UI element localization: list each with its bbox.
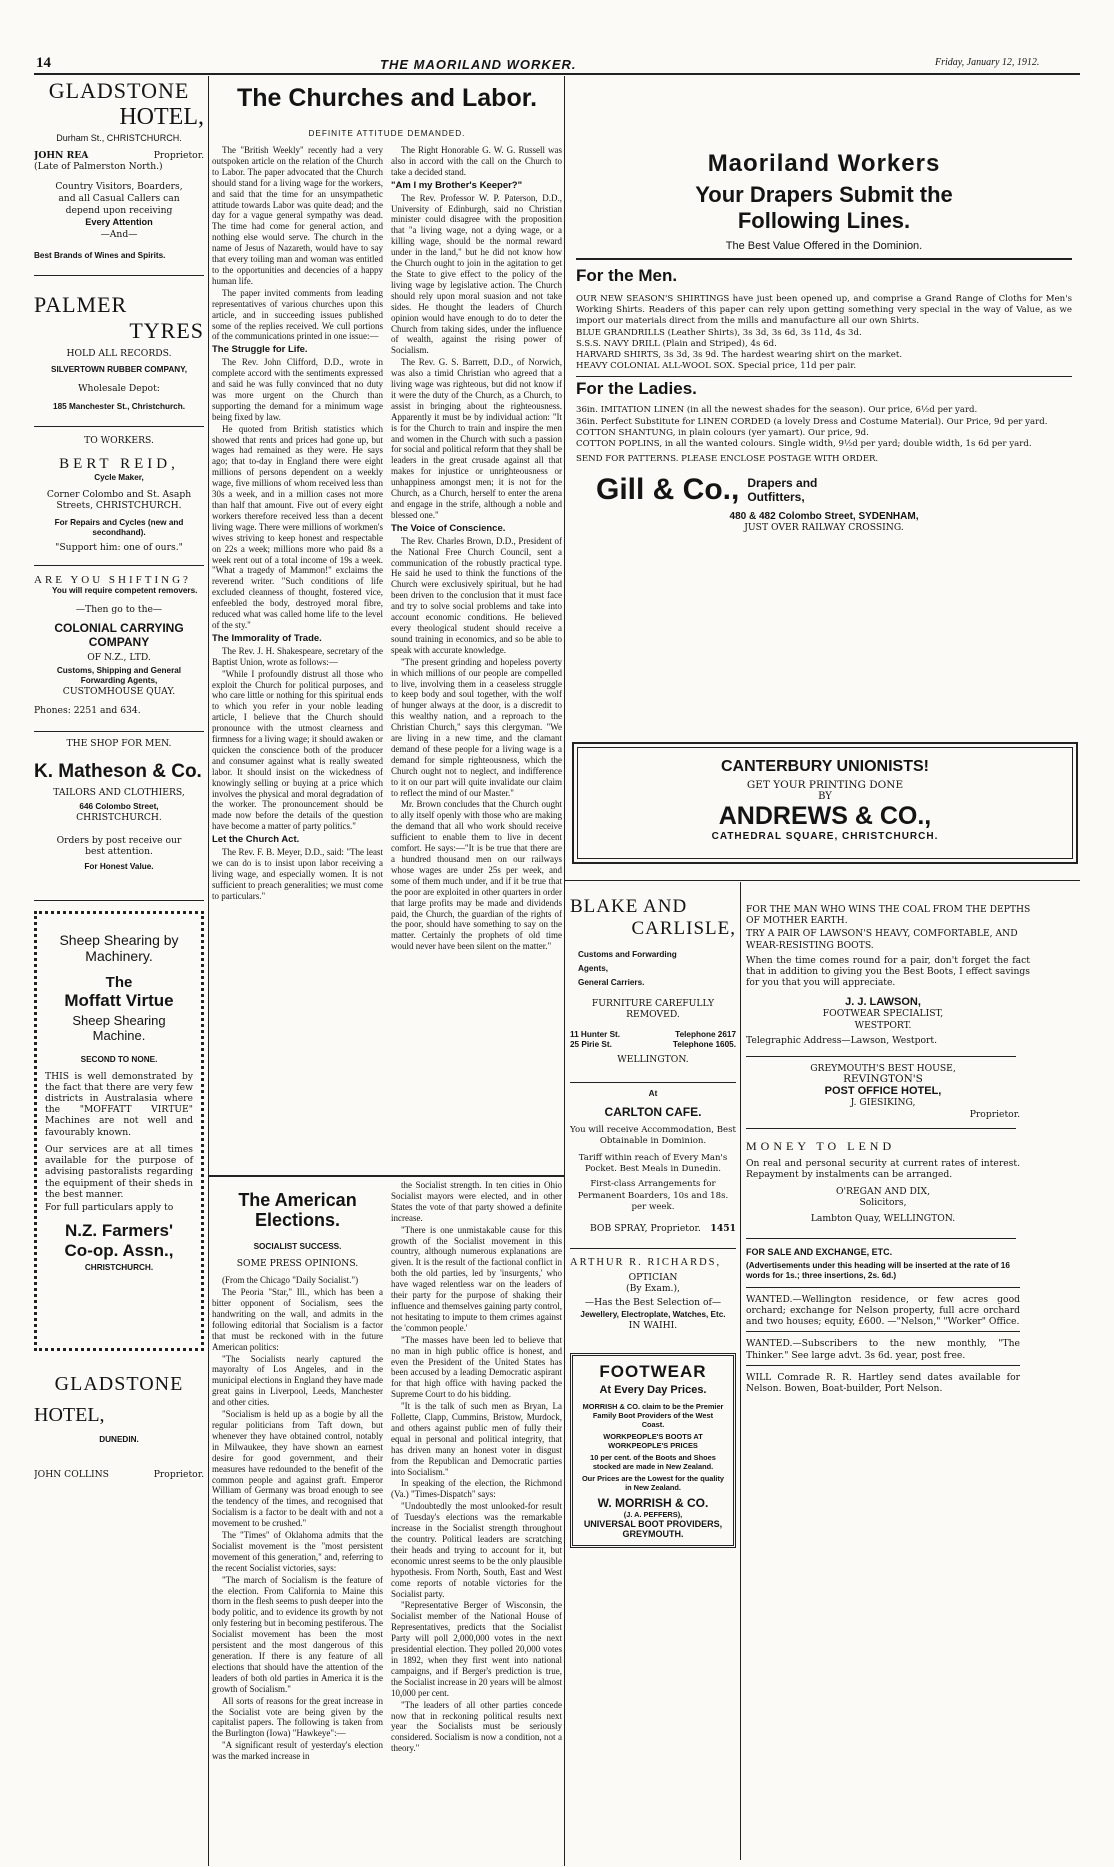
men-item: HEAVY COLONIAL ALL-WOOL SOX. Special price, 11d per pair. [576, 361, 857, 372]
elections-article [212, 1180, 562, 1866]
article-subheading: Let the Church Act. [212, 834, 300, 846]
divider [34, 275, 204, 276]
gill-desc1: Drapers and [747, 476, 818, 491]
blake-tel2: Telephone 1605. [672, 1040, 736, 1050]
moffatt-body: THIS is well demonstrated by the fact that there are very few districts in Australasia where the "MOFFATT VIRTUE" Machines are not well and favourably known. [45, 1070, 193, 1138]
carlton-num: 1451 [710, 1223, 736, 1235]
carrying-ad [34, 574, 204, 717]
palmer-address: 185 Manchester St., Christchurch. [53, 402, 185, 412]
moffatt-name2: Co-op. Assn., [64, 1241, 174, 1261]
gladstone-line: Country Visitors, Boarders, [55, 180, 183, 192]
lawson-ad [746, 904, 1080, 1046]
gladstone-owner-role: Proprietor. [153, 150, 204, 162]
churches-subtitle: DEFINITE ATTITUDE DEMANDED. [308, 129, 466, 138]
moffatt-ad [34, 911, 204, 1351]
article-paragraph: "There is one unmistakable cause for this growth of the Socialist movement in this country, although numerous explanations are given. It is the result of the factional conflict in both the old parties, led by 'insurgents,' who have waged relentless war on the leaders of their party for the purpose of shaking their influence and themselves gaining party control, not hesitating to impute to them crimes against the 'common people.' [391, 1224, 562, 1333]
footwear-sub2: (J. A. PEFFERS), [623, 1510, 683, 1520]
article-paragraph: The Peoria "Star," Ill., which has been a bitter opponent of Socialism, sees the handwriting on the wall, and admits in the following editorial that Socialism is a factor that must be reckoned with in the future American politics: [212, 1287, 383, 1352]
money-title: MONEY TO LEND [746, 1138, 896, 1153]
gladstone-address: Durham St., CHRISTCHURCH. [56, 133, 182, 143]
moffatt-body3: For full particulars apply to [45, 1201, 174, 1213]
maoriland-ad [570, 150, 1078, 710]
matheson-line2: 646 Colombo Street, [79, 802, 159, 812]
blake-lines [570, 950, 736, 988]
lawson-role: FOOTWEAR SPECIALIST, [822, 1008, 944, 1020]
article-divider [208, 1175, 564, 1177]
article-paragraph: "While I profoundly distrust all those who exploit the Church for political purposes, and who care little or nothing for this spiritual ends to which you refer in your noble leading article, I believe that the Church should pronounce with the utmost clearness and firmness for a living wage; it should awaken or quicken the conscience both of the producer and consumer against what is really sweated labor. It should insist on the wickedness of knowingly selling or buying at a price which involves the physical and moral degradation of the worker. The pronouncement should be made now before the details of the question have become a matter of party politics." [212, 668, 383, 832]
moffatt-name1: N.Z. Farmers' [65, 1221, 173, 1241]
elections-subtitle2: SOME PRESS OPINIONS. [236, 1258, 359, 1269]
elections-column-1-body [212, 1275, 383, 1762]
article-paragraph: "It is the talk of such men as Bryan, La Follette, Clapp, Cummins, Bristow, Murdock, and others against public men of fully their equal in personal and political integrity, that has driven many an honest voter in disgust from the Republican and Democratic parties into Socialism." [391, 1401, 562, 1477]
article-paragraph: The Rev. Charles Brown, D.D., President of the National Free Church Council, sent a communication of the robustly practical type. He said he used to think the functions of the Church were exclusively spiritual, but he had been driven to the conclusion that it must face and try to solve social problems and take into account economic conditions. He believed every theological student should receive a sound training in economics, and so be able to speak with accurate knowledge. [391, 535, 562, 655]
header-rule [34, 73, 1080, 75]
page-number: 14 [36, 55, 51, 71]
revington-line4: J. GIESIKING, [850, 1097, 916, 1109]
maoriland-headline1: Your Drapers Submit the [695, 182, 953, 207]
right-middle-column [570, 884, 736, 1864]
gladstone-owner [34, 150, 204, 161]
revington-line2: REVINGTON'S [843, 1073, 923, 1086]
right-most-column [746, 884, 1080, 1864]
footwear-name: W. MORRISH & CO. [597, 1496, 709, 1511]
canterbury-line3: BY [818, 791, 832, 803]
palmer-name2: TYRES [129, 317, 204, 343]
bert-reid-name: BERT REID, [59, 456, 179, 473]
article-subheading: "Am I my Brother's Keeper?" [391, 179, 523, 191]
send-for-patterns: SEND FOR PATTERNS. PLEASE ENCLOSE POSTAGE WITH ORDER. [576, 454, 879, 465]
article-paragraph: "The masses have been led to believe that no man in high public office is honest, and even the President of the United States has been accused by a leading Democratic aspirant for that high office with having packed the Supreme Court to do his bidding. [391, 1334, 562, 1400]
divider [746, 1128, 1016, 1129]
article-paragraph: All sorts of reasons for the great increase in the Socialist vote are being given by the capitalist papers. The following is taken from the Burlington (Iowa) "Hawkeye":— [212, 1695, 383, 1739]
divider [34, 565, 204, 566]
bert-reid-role: Cycle Maker, [94, 473, 144, 483]
article-paragraph: "Representative Berger of Wisconsin, the Socialist member of the National House of Representatives, predicts that the Socialist Party will poll 2,000,000 votes in the next presidential election. They polled 20,000 votes in 1892, when they first went into national campaigns, and if Berger's prediction is true, the Socialist increase in 20 years will be almost 10,000 per cent. [391, 1600, 562, 1698]
carrying-line5: Customs, Shipping and General Forwarding Agents, [56, 666, 182, 686]
gladstone2-city: DUNEDIN. [99, 1434, 139, 1444]
blake-addr1: 11 Hunter St. [570, 1030, 621, 1040]
carlton-line1: You will receive Accommodation, Best Obtainable in Dominion. [570, 1124, 736, 1146]
gladstone-line: Every Attention [85, 217, 153, 228]
article-paragraph: The "Times" of Oklahoma admits that the Socialist movement is the "most persistent movement of this generation," and, referring to the recent Socialist victories, says: [212, 1530, 383, 1573]
article-subheading: The Immorality of Trade. [212, 632, 322, 644]
revington-line1: GREYMOUTH'S BEST HOUSE, [810, 1063, 956, 1075]
maoriland-tagline: The Best Value Offered in the Dominion. [725, 240, 923, 252]
article-paragraph: (From the Chicago "Daily Socialist.") [222, 1275, 359, 1286]
gladstone-name2: HOTEL, [119, 104, 204, 130]
bert-reid-repairs: For Repairs and Cycles (new and secondhand). [54, 517, 184, 537]
article-paragraph: The "British Weekly" recently had a very outspoken article on the relation of the Church to Labor. The paper advocated that the Church should stand for a living wage for the workers, and said that the time for an unsympathetic attitude towards Labor was quite dead; and the day for a vague general sympathy was dead. The time had come for general action, and nothing else would serve. The church in the name of Jesus of Nazareth, would have to say that every toiling man and woman was entitled to the opportunities and decencies of a happy human life. [212, 145, 383, 286]
men-intro: OUR NEW SEASON'S SHIRTINGS have just been opened up, and comprise a Grand Range of Cloths for Men's Working Shirts. Readers of this paper can rely upon getting something very special in the way of Value, as we import our materials direct from the mills and manufacture all our own Shirts. [576, 294, 1072, 327]
article-paragraph: "A significant result of yesterday's election was the marked increase in [212, 1740, 383, 1762]
moffatt-body2: Our services are at all times available for the purpose of advising pastoralists regarding the equipment of their sheds in the best manner. [45, 1143, 193, 1200]
gladstone-name1: GLADSTONE [48, 78, 190, 103]
gill-brand [576, 473, 1072, 507]
gladstone-line: —And— [100, 229, 138, 241]
lawson-line3: When the time comes round for a pair, don't forget the fact that in addition to giving you the Best Boots, I effect savings for you that you will appreciate. [746, 954, 1030, 989]
churches-article [212, 80, 562, 1172]
article-paragraph: The Rev. Professor W. P. Paterson, D.D., University of Edinburgh, said no Christian minister could disagree with the proposition that "a living wage, not a dying wage, or a killing wage, should be the normal reward under in the land," but he did not know how the Church ought to join in the agitation to get the State to give effect to the policy of the living wage by legislative action. The Church should rely upon moral suasion and not take sides. He thought the leaders of Church opinion would have enough to do to deter the Church from taking sides, under the influence of wealth, against the rising power of Socialism. [391, 192, 562, 356]
article-paragraph: The Rev. J. H. Shakespeare, secretary of the Baptist Union, wrote as follows:— [212, 645, 383, 667]
to-workers-heading: TO WORKERS. [84, 435, 154, 447]
left-column [34, 78, 204, 1864]
sale-item: WANTED.—Subscribers to the new monthly, "The Thinker." See large advt. 3s 6d. year, post free. [746, 1338, 1020, 1361]
carlton-ad [570, 1089, 736, 1235]
article-paragraph: "The Socialists nearly captured the mayoralty of Los Angeles, and in the municipal elections in England they have made great gains in Liverpool, Leeds, Manchester and other cities. [212, 1353, 383, 1408]
gill-address: 480 & 482 Colombo Street, SYDENHAM, [729, 511, 919, 523]
canterbury-address: CATHEDRAL SQUARE, CHRISTCHURCH. [711, 831, 939, 843]
carrying-phone: Phones: 2251 and 634. [34, 705, 141, 717]
gill-desc [747, 476, 817, 504]
divider [746, 1365, 1020, 1366]
moffatt-city: CHRISTCHURCH. [84, 1263, 154, 1273]
masthead: THE MAORILAND WORKER. [380, 57, 577, 72]
churches-column-2 [391, 145, 562, 953]
matheson-line4: Orders by post receive our best attention. [56, 835, 182, 858]
men-item: HARVARD SHIRTS, 3s 3d, 3s 9d. The hardest wearing shirt on the market. [576, 350, 903, 361]
palmer-name1: PALMER [34, 291, 128, 317]
divider [746, 1287, 1020, 1288]
carrying-name2: COMPANY [88, 635, 150, 650]
gill-address2: JUST OVER RAILWAY CROSSING. [744, 522, 904, 534]
elections-title: The American Elections. [238, 1190, 357, 1230]
ladies-items [576, 405, 1072, 450]
carrying-line1: ARE YOU SHIFTING? [34, 573, 191, 586]
issue-date: Friday, January 12, 1912. [935, 57, 1040, 68]
richards-city: IN WAIHI. [628, 1319, 678, 1331]
canterbury-line1: CANTERBURY UNIONISTS! [720, 758, 929, 775]
sale-item: WANTED.—Wellington residence, or few acres good orchard; exchange for Nelson property, full acre orchard and two houses; equity, £600. —"Nelson," "Worker" Office. [746, 1293, 1020, 1328]
money-body: On real and personal security at current rates of interest. Repayment by instalments can be arranged. [746, 1157, 1020, 1181]
gladstone-owner-name: JOHN REA [34, 150, 89, 162]
article-paragraph: "The leaders of all other parties concede now that in reckoning political results next year the Socialists must be seriously considered. Socialism is now a condition, not a theory." [391, 1699, 562, 1754]
carlton-name: CARLTON CAFE. [604, 1104, 702, 1119]
canterbury-line2: GET YOUR PRINTING DONE [746, 779, 904, 791]
gill-desc2: Outfitters, [747, 490, 805, 505]
bert-reid-addr1: Corner Colombo and St. Asaph [46, 489, 192, 501]
blake-addr2: 25 Pirie St. [570, 1040, 612, 1050]
canterbury-ad [572, 742, 1078, 864]
article-paragraph: Mr. Brown concludes that the Church ought to ally itself openly with those who are making the demand that all who work should receive sufficient to enable them to live in decent comfort. He says:—"It is be true that there are a hundred thousand men on our railways whose wages are under 25s per week, and some of them much under, and if it be true that the poor are exploited in other quarters in order that large profits may be made and dividends paid, the Church, the guardian of the rights of the poor, should have something to say on the matter. Certainly the prophets of old time would never have been silent on the matter." [391, 799, 562, 952]
blake-city: WELLINGTON. [617, 1054, 689, 1066]
ladies-item: 36in. IMITATION LINEN (in all the newest shades for the season). Our price, 6½d per yard. [576, 405, 978, 416]
footwear-city: GREYMOUTH. [622, 1529, 684, 1540]
money-addr: Lambton Quay, WELLINGTON. [810, 1212, 956, 1224]
men-items [576, 328, 1072, 373]
carlton-line3: First-class Arrangements for Permanent Boarders, 10s and 18s. per week. [577, 1179, 729, 1212]
footwear-sub: At Every Day Prices. [599, 1384, 707, 1397]
divider [576, 258, 1072, 260]
carlton-owner: BOB SPRAY, Proprietor. [590, 1223, 701, 1235]
article-paragraph: the Socialist strength. In ten cities in Ohio Socialist mayors were elected, and in other States the vote of that party showed a definite increase. [391, 1180, 562, 1223]
blake-name2: CARLISLE, [631, 918, 736, 939]
ladies-heading: For the Ladies. [576, 379, 697, 399]
ladies-item: COTTON SHANTUNG, in plain colours (yer yamart). Our price, 9d. [576, 427, 869, 438]
gladstone-footer: Best Brands of Wines and Spirits. [34, 250, 166, 260]
moffatt-line7: SECOND TO NONE. [80, 1054, 158, 1064]
gladstone-owner-note: (Late of Palmerston North.) [34, 161, 163, 173]
richards-name: ARTHUR R. RICHARDS, [570, 1257, 722, 1269]
bert-reid-quote: "Support him: one of ours." [55, 541, 183, 553]
article-paragraph: "The march of Socialism is the feature of the election. From California to Maine this thorn in the flesh seems to push deeper into the body politic, and to evidence its growth by not only festering but in becoming pestiferous. The Socialist movement has been the most persistent and the most dangerous of this generation. If there is any feature of all elections that should have the attention of the leaders of both old parties in America it is the growth of Socialism." [212, 1574, 383, 1694]
carlton-owner-row [570, 1223, 736, 1234]
revington-line5: Proprietor. [969, 1108, 1020, 1120]
palmer-ad [34, 292, 204, 412]
lawson-tele: Telegraphic Address—Lawson, Westport. [746, 1034, 938, 1046]
gladstone-ad [34, 78, 204, 261]
money-role: Solicitors, [859, 1197, 907, 1209]
article-paragraph: The Rev. F. B. Meyer, D.D., said: "The least we can do is to insist upon labor receiving a living wage, and especially women. It is not sufficient to preach generalities; we must come to particulars." [212, 847, 383, 901]
lawson-line1: FOR THE MAN WHO WINS THE COAL FROM THE DEPTHS OF MOTHER EARTH. [746, 904, 1031, 927]
richards-line2: Jewellery, Electroplate, Watches, Etc. [580, 1309, 726, 1319]
elections-column-1 [212, 1180, 383, 1763]
richards-exam: (By Exam.), [626, 1283, 680, 1295]
article-paragraph: "Socialism is held up as a bogie by all the regular politicians from Taft down, but whenever they have obtained control, notably in Milwaukee, they have shown an earnest desire for good government, and their measures have redounded to the benefit of the common people and against graft. Emperor William of Germany was broad enough to see the tendency of the times, and recognised that Socialism is a factor to be dealt with and not a movement to be crushed." [212, 1409, 383, 1529]
money-ad [746, 1139, 1080, 1224]
revington-line3: POST OFFICE HOTEL, [824, 1085, 942, 1098]
blake-ad [570, 896, 736, 1066]
richards-ad [570, 1257, 736, 1331]
divider [34, 900, 204, 901]
divider [576, 376, 1072, 377]
sale-section [746, 1247, 1080, 1394]
carrying-line6: CUSTOMHOUSE QUAY. [62, 686, 176, 698]
moffatt-line3: The [105, 973, 133, 991]
elections-column-2-body [391, 1180, 562, 1763]
carrying-line4: OF N.Z., LTD. [87, 652, 151, 664]
gladstone2-name1: GLADSTONE [54, 1372, 184, 1395]
blake-name1: BLAKE AND [570, 896, 688, 917]
gladstone-lines [34, 181, 204, 241]
gladstone-dunedin-ad [34, 1373, 204, 1480]
matheson-line1: TAILORS AND CLOTHIERS, [53, 786, 185, 798]
matheson-line3: CHRISTCHURCH. [76, 812, 162, 824]
sale-item: WILL Comrade R. R. Hartley send dates available for Nelson. Bowen, Boat-builder, Port Nelson. [746, 1371, 1020, 1395]
to-workers-ad [34, 435, 204, 553]
divider [34, 731, 204, 732]
footwear-providers: UNIVERSAL BOOT PROVIDERS, [583, 1519, 723, 1530]
footwear-title: FOOTWEAR [599, 1362, 707, 1382]
churches-columns [212, 145, 562, 953]
article-subheading: The Voice of Conscience. [391, 522, 506, 534]
matheson-line5: For Honest Value. [84, 861, 154, 871]
revington-ad [746, 1063, 1080, 1120]
maoriland-brand: Maoriland Workers [707, 150, 941, 177]
carrying-name1: COLONIAL CARRYING [54, 621, 184, 636]
richards-role: OPTICIAN [628, 1272, 678, 1284]
money-name: O'REGAN AND DIX, [835, 1186, 931, 1198]
col-rule-1 [208, 76, 209, 1866]
blake-addr-row1 [570, 1030, 736, 1040]
carrying-line2: You will require competent removers. [52, 585, 198, 595]
sale-title: FOR SALE AND EXCHANGE, ETC. [746, 1246, 893, 1257]
footwear-body2: WORKPEOPLE'S BOOTS AT WORKPEOPLE'S PRICES [603, 1432, 703, 1451]
footwear-body1: MORRISH & CO. claim to be the Premier Family Boot Providers of the West Coast. [582, 1402, 724, 1430]
divider [570, 1248, 736, 1249]
blake-tel1: Telephone 2617 [675, 1030, 736, 1040]
moffatt-line6: Machine. [92, 1027, 146, 1043]
churches-column-1 [212, 145, 383, 953]
footwear-ad [570, 1353, 736, 1548]
footwear-body3: 10 per cent. of the Boots and Shoes stocked are made in New Zealand. [590, 1453, 716, 1472]
article-paragraph: The Rev. John Clifford, D.D., wrote in complete accord with the sentiments expressed and said he was fully convinced that no duty was more urgent on the Church than supporting the demand for a minimum wage being fixed by law. [212, 357, 383, 422]
article-paragraph: "Undoubtedly the most unlooked-for result of Tuesday's elections was the remarkable increase in the Socialist strength throughout the country. Political leaders are scratching their heads and trying to account for it, but economic unrest seems to be the only plausible hypothesis. From North, South, East and West come reports of notable victories for the Socialist party. [391, 1501, 562, 1599]
lawson-name: J. J. LAWSON, [845, 996, 921, 1009]
carlton-at: At [648, 1088, 658, 1098]
divider [746, 1331, 1020, 1332]
blake-line: General Carriers. [578, 978, 645, 987]
elections-subtitle: SOCIALIST SUCCESS. [253, 1242, 342, 1251]
moffatt-line4: Moffatt Virtue [64, 990, 174, 1010]
gill-name: Gill & Co., [596, 473, 740, 507]
blake-furniture: FURNITURE CAREFULLY REMOVED. [591, 998, 715, 1021]
ladies-item: 36in. Perfect Substitute for LINEN CORDED (a lovely Dress and Costume Material). Our Price, 9d per yard. [576, 416, 1048, 427]
bert-reid-addr2: Streets, CHRISTCHURCH. [56, 500, 182, 512]
moffatt-line2: Machinery. [85, 947, 153, 964]
moffatt-line5: Sheep Shearing [72, 1012, 166, 1028]
ladies-item: COTTON POPLINS, in all the wanted colours. Single width, 9½d per yard; double width, 1s 6d per yard. [576, 439, 1032, 450]
richards-line1: —Has the Best Selection of— [584, 1296, 722, 1308]
maoriland-headline2: Following Lines. [737, 208, 911, 233]
right-hrule [565, 880, 1080, 881]
divider [570, 1082, 736, 1083]
article-paragraph: In speaking of the election, the Richmond (Va.) "Times-Dispatch" says: [391, 1478, 562, 1500]
lawson-city: WESTPORT. [854, 1019, 912, 1031]
churches-title: The Churches and Labor. [236, 84, 538, 112]
matheson-ad [34, 738, 204, 872]
divider [34, 426, 204, 427]
blake-line: Agents, [578, 964, 609, 973]
article-paragraph: He quoted from British statistics which showed that rents and prices had gone up, but wages had remained as they were. He says ago; that to-day in England there were eight millions of persons dependent on a weekly wage, five millions of whom received less than 30s a week, and in a million cases not more than half that amount. Five out of every eight workers therefore received less than a decent living wage. There were millions of workmen's wives striving to keep honest and respectable on 22s a week; millions more who paid 8s a week rent out of a total income of 19s a week. "What a tragedy of Mammon!" exclaims the reverend writer. "Such conditions of life excluded cleanness of thought, fostered vice, enfeebled the body, destroyed moral fibre, reduced what was called home life to the level of the sty." [212, 423, 383, 630]
article-subheading: The Struggle for Life. [212, 344, 308, 356]
men-item: BLUE GRANDRILLS (Leather Shirts), 3s 3d, 3s 6d, 3s 11d, 4s 3d. [576, 327, 862, 338]
palmer-depot: Wholesale Depot: [78, 382, 160, 394]
gladstone-line: depend upon receiving [65, 205, 173, 217]
matheson-name: K. Matheson & Co. [34, 760, 202, 782]
divider [746, 1056, 1016, 1057]
article-paragraph: "The present grinding and hopeless poverty in which millions of our people are compelled to live, involving them in a ceaseless struggle to keep body and soul together, with the wolf of hunger always at the door, is a discredit to this wealthy nation, and a reproach to the Christian Church," says this clergyman. "We are living in a new time, and the clamant demand of these people for a living wage is a demand for simple righteousness, which the Church ought not to neglect, and indifference to it on our part will quite invalidate our claim to reflect the mind of our Master." [391, 656, 562, 798]
elections-columns [212, 1180, 562, 1763]
gladstone2-owner [34, 1469, 204, 1480]
blake-line: Customs and Forwarding [578, 950, 677, 959]
gladstone2-owner-name: JOHN COLLINS [34, 1468, 109, 1480]
divider [746, 1238, 1016, 1239]
article-paragraph: The Right Honorable G. W. G. Russell was also in accord with the call on the Church to take a decided stand. [391, 145, 562, 177]
right-divider [740, 882, 741, 1860]
matheson-heading: THE SHOP FOR MEN. [66, 737, 172, 749]
palmer-line1: HOLD ALL RECORDS. [66, 347, 172, 359]
carrying-line3: —Then go to the— [75, 603, 163, 615]
men-heading: For the Men. [576, 266, 678, 285]
gladstone2-owner-role: Proprietor. [153, 1468, 204, 1480]
gladstone-line: and all Casual Callers can [58, 192, 180, 204]
article-paragraph: The Rev. G. S. Barrett, D.D., of Norwich, was also a timid Christian who agreed that a living wage was righteous, but did not know if it were the duty of the Church, as a Church, to assist in bringing about the righteousness. Apparently it must be by individual action: "It is for the Church to train and inspire the men and women in the Church with such a passion for social and political reform that they shall be leaders in the great crusade against all that makes for injustice or unrighteousness or unhappiness amongst men; it is not for the Church, as a Church, herself to enter the arena and engage in the strife, although a noble and blessed one." [391, 357, 562, 520]
palmer-company: SILVERTOWN RUBBER COMPANY, [50, 364, 187, 374]
col-rule-2 [564, 76, 565, 1866]
footwear-body4: Our Prices are the Lowest for the quality in New Zealand. [581, 1474, 725, 1493]
article-paragraph: The paper invited comments from leading representatives of various churches upon this article, and in succeeding issues published some of the replies received. We cull portions of the communications printed in one issue:— [212, 287, 383, 342]
lawson-line2: TRY A PAIR OF LAWSON'S HEAVY, COMFORTABLE, AND WEAR-RESISTING BOOTS. [746, 928, 1018, 951]
blake-addr-row2 [570, 1040, 736, 1050]
gladstone2-name2: HOTEL, [34, 1403, 105, 1426]
men-item: S.S.S. NAVY DRILL (Plain and Striped), 4s 6d. [576, 338, 777, 349]
canterbury-name: ANDREWS & CO., [718, 802, 932, 831]
moffatt-line1: Sheep Shearing by [59, 931, 179, 948]
carlton-line2: Tariff within reach of Every Man's Pocket. Best Meals in Dunedin. [578, 1153, 728, 1175]
sale-note: (Advertisements under this heading will be inserted at the rate of 16 words for 1s.; three insertions, 2s. 6d.) [746, 1260, 1010, 1280]
